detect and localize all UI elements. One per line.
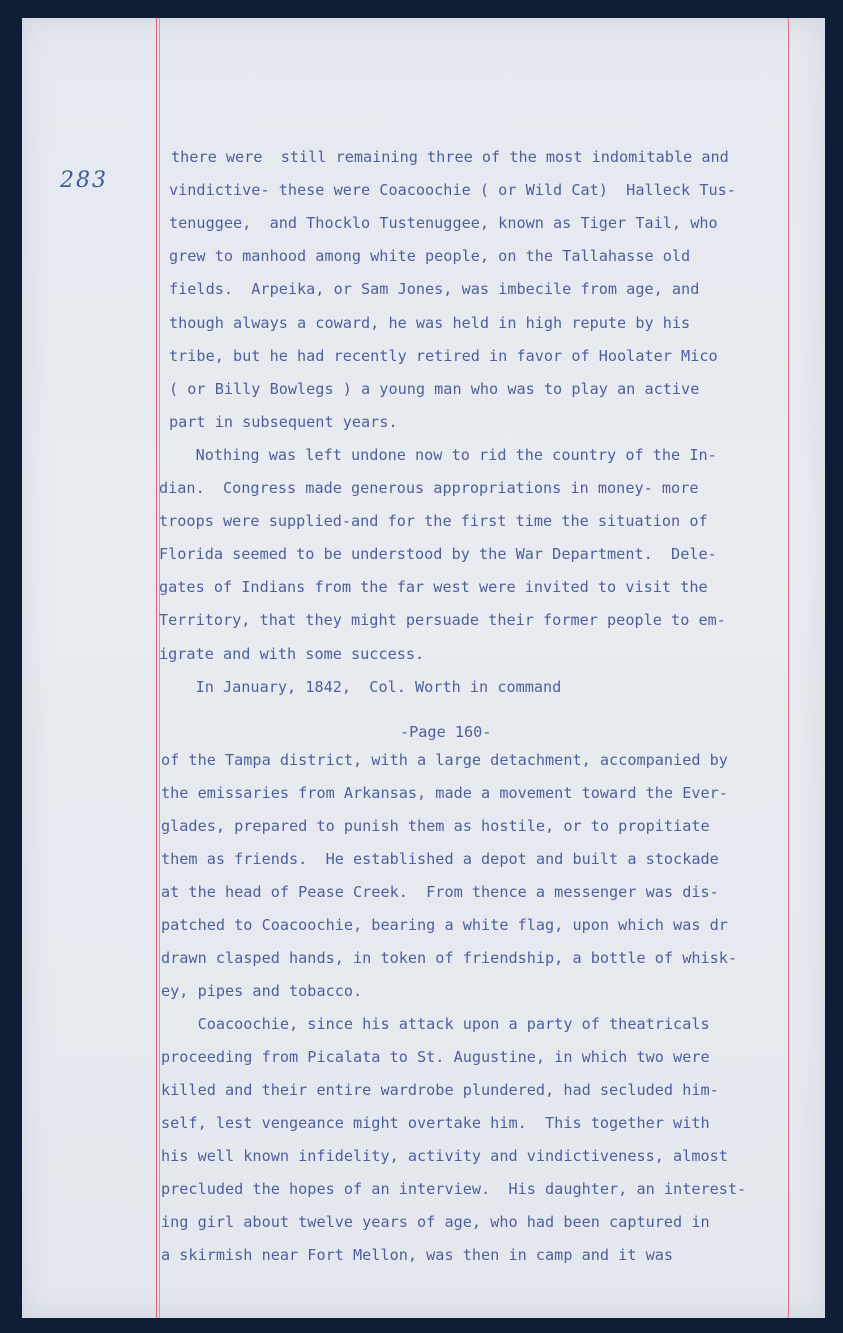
- text-line: his well known infidelity, activity and vindictiveness, almost: [161, 1147, 728, 1165]
- text-line: tribe, but he had recently retired in favor of Hoolater Mico: [169, 346, 718, 365]
- text-line: ing girl about twelve years of age, who had been captured in: [161, 1213, 710, 1231]
- text-line: of the Tampa district, with a large detachment, accompanied by: [161, 751, 728, 769]
- text-line: though always a coward, he was held in high repute by his: [169, 313, 691, 332]
- text-line: Coacoochie, since his attack upon a party of theatricals: [161, 1015, 710, 1033]
- handwritten-page-number: 283: [60, 168, 108, 193]
- text-line: at the head of Pease Creek. From thence a messenger was dis-: [161, 883, 719, 901]
- text-line: patched to Coacoochie, bearing a white flag, upon which was dr: [161, 916, 728, 934]
- text-line: Florida seemed to be understood by the War Department. Dele-: [159, 545, 717, 564]
- text-line: grew to manhood among white people, on the Tallahasse old: [169, 247, 691, 266]
- text-line: troops were supplied-and for the first time the situation of: [159, 512, 708, 531]
- text-line: Territory, that they might persuade their former people to em-: [159, 611, 726, 630]
- page-marker: -Page 160-: [400, 723, 492, 741]
- text-line: drawn clasped hands, in token of friendship, a bottle of whisk-: [161, 949, 738, 967]
- left-margin-rule: [156, 18, 157, 1318]
- text-line: tenuggee, and Thocklo Tustenuggee, known as Tiger Tail, who: [169, 214, 718, 233]
- text-line: igrate and with some success.: [159, 644, 425, 663]
- text-line: the emissaries from Arkansas, made a movement toward the Ever-: [161, 784, 728, 802]
- text-line: In January, 1842, Col. Worth in command: [159, 677, 562, 696]
- text-line: ey, pipes and tobacco.: [161, 982, 363, 1000]
- text-line: precluded the hopes of an interview. His daughter, an interest-: [161, 1180, 747, 1198]
- text-line: a skirmish near Fort Mellon, was then in camp and it was: [161, 1246, 674, 1264]
- text-line: glades, prepared to punish them as hostile, or to propitiate: [161, 817, 710, 835]
- text-line: proceeding from Picalata to St. Augustine, in which two were: [161, 1048, 710, 1066]
- text-line: there were still remaining three of the most indomitable and: [171, 148, 729, 166]
- right-margin-rule: [788, 18, 789, 1318]
- text-line: ( or Billy Bowlegs ) a young man who was to play an active: [169, 379, 700, 398]
- text-line: dian. Congress made generous appropriations in money- more: [159, 479, 699, 497]
- text-line: vindictive- these were Coacoochie ( or Wild Cat) Halleck Tus-: [169, 181, 736, 200]
- text-line: gates of Indians from the far west were invited to visit the: [159, 578, 708, 597]
- typewritten-page: [22, 18, 825, 1318]
- text-line: fields. Arpeika, or Sam Jones, was imbecile from age, and: [169, 280, 700, 299]
- text-line: self, lest vengeance might overtake him. This together with: [161, 1114, 710, 1132]
- text-line: Nothing was left undone now to rid the country of the In-: [159, 445, 717, 464]
- text-line: them as friends. He established a depot and built a stockade: [161, 850, 719, 868]
- text-line: part in subsequent years.: [169, 412, 398, 431]
- text-line: killed and their entire wardrobe plundered, had secluded him-: [161, 1081, 719, 1099]
- left-margin-rule-inner: [159, 18, 160, 1318]
